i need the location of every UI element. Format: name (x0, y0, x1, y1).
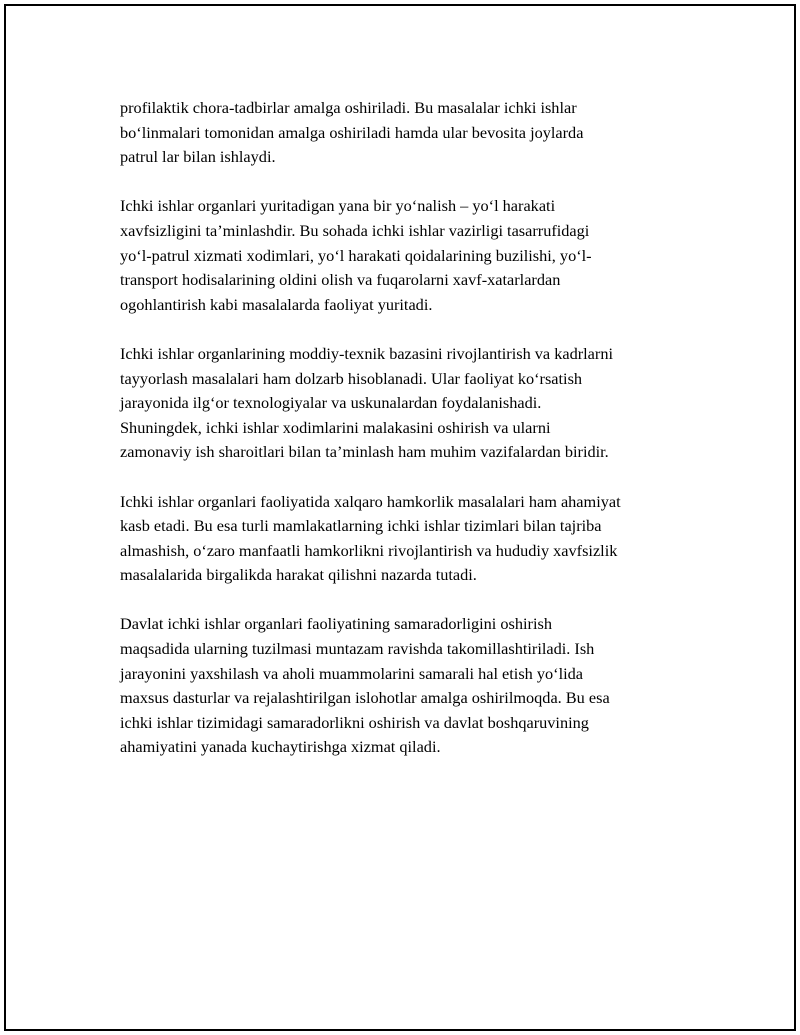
document-body (120, 96, 700, 785)
paragraph-5: Davlat ichki ishlar organlari faoliyatining samaradorligini oshirish maqsadida ularning tuzilmasi muntazam ravishda takomillashtiriladi. Ish jarayonini yaxshilash va aholi muammolarini samarali hal etish yoʻlida maxsus dasturlar va rejalashtirilgan islohotlar amalga oshirilmoqda. Bu esa ichki ishlar tizimidagi samaradorlikni oshirish va davlat boshqaruvining ahamiyatini yanada kuchaytirishga xizmat qiladi. (120, 614, 610, 757)
paragraph-1: profilaktik chora-tadbirlar amalga oshiriladi. Bu masalalar ichki ishlar boʻlinmalari tomonidan amalga oshiriladi hamda ular bevosita joylarda patrul lar bilan ishlaydi. (120, 98, 584, 167)
paragraph-4: Ichki ishlar organlari faoliyatida xalqaro hamkorlik masalalari ham ahamiyat kasb etadi. Bu esa turli mamlakatlarning ichki ishlar tizimlari bilan tajriba almashish, oʻzaro manfaatli hamkorlikni rivojlantirish va hududiy xavfsizlik masalalarida birgalikda harakat qilishni nazarda tutadi. (120, 491, 621, 585)
page-frame (4, 4, 796, 1031)
paragraph-2: Ichki ishlar organlari yuritadigan yana bir yoʻnalish – yoʻl harakati xavfsizligini taʼminlashdir. Bu sohada ichki ishlar vazirligi tasarrufidagi yoʻl-patrul xizmati xodimlari, yoʻl harakati qoidalarining buzilishi, yoʻl- transport hodisalarining oldini olish va fuqarolarni xavf-xatarlardan ogohlantirish kabi masalalarda faoliyat yuritadi. (120, 196, 592, 314)
paragraph-3: Ichki ishlar organlarining moddiy-texnik bazasini rivojlantirish va kadrlarni tayyorlash masalalari ham dolzarb hisoblanadi. Ular faoliyat koʻrsatish jarayonida ilgʻor texnologiyalar va uskunalardan foydalanishadi. Shuningdek, ichki ishlar xodimlarini malakasini oshirish va ularni zamonaviy ish sharoitlari bilan taʼminlash ham muhim vazifalardan biridir. (120, 343, 613, 462)
